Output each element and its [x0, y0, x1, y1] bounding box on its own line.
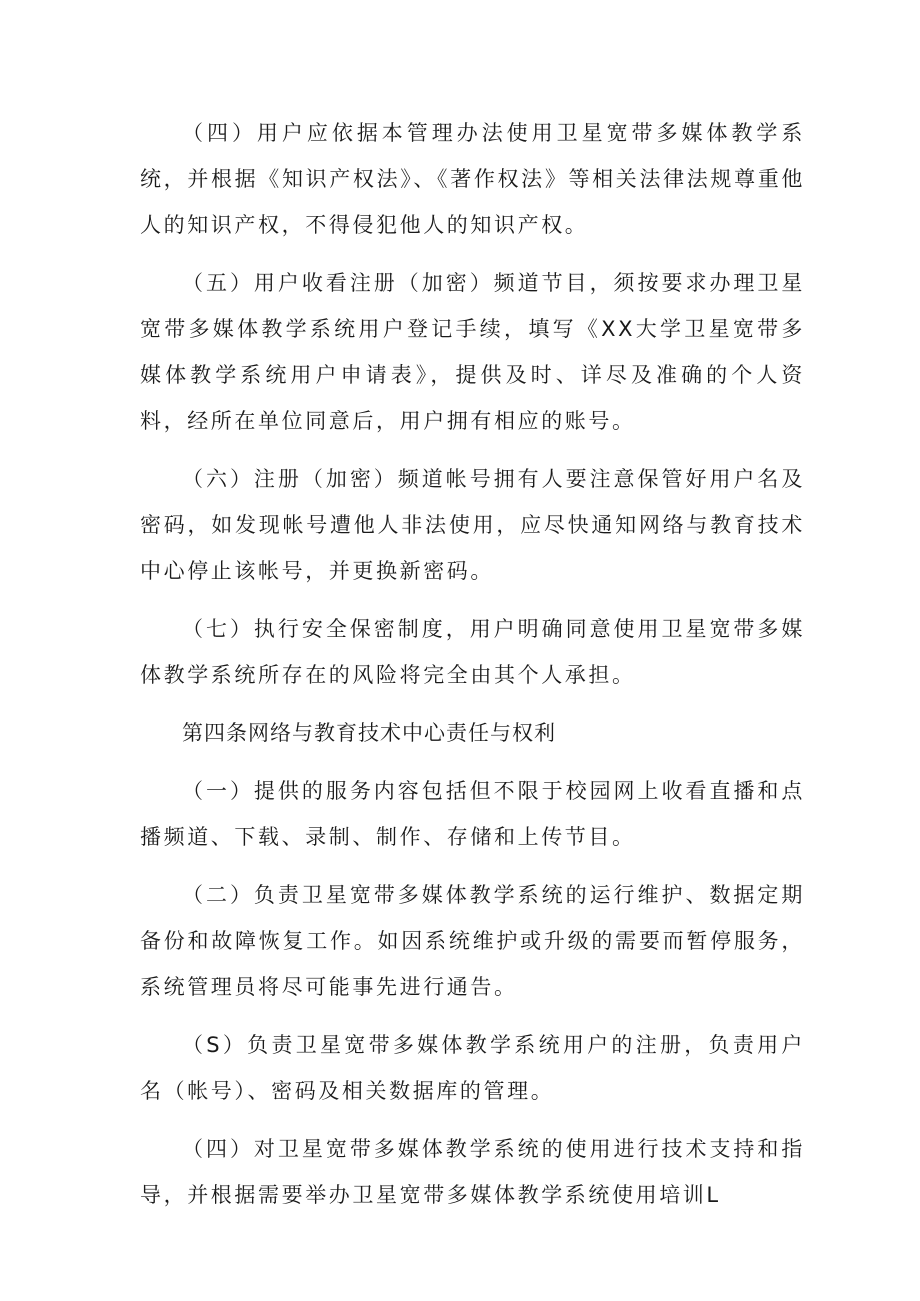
paragraph-clause-4-5: （五）用户收看注册（加密）频道节目，须按要求办理卫星宽带多媒体教学系统用户登记手续，填写《XX大学卫星宽带多媒体教学系统用户申请表》，提供及时、详尽及准确的个人资料，经所在单位同意后，用户拥有相应的账号。	[140, 271, 805, 433]
document-body	[140, 110, 805, 1218]
paragraph-clause-5-2: （二）负责卫星宽带多媒体教学系统的运行维护、数据定期备份和故障恢复工作。如因系统维护或升级的需要而暂停服务，系统管理员将尽可能事先进行通告。	[140, 883, 805, 999]
article-heading: 第四条网络与教育技术中心责任与权利	[182, 721, 556, 745]
paragraph-clause-5-1: （一）提供的服务内容包括但不限于校园网上收看直播和点播频道、下载、录制、制作、存储和上传节目。	[140, 779, 805, 849]
paragraph-clause-5-4: （四）对卫星宽带多媒体教学系统的使用进行技术支持和指导，并根据需要举办卫星宽带多媒体教学系统使用培训L	[140, 1137, 805, 1207]
paragraph-clause-4-6: （六）注册（加密）频道帐号拥有人要注意保管好用户名及密码，如发现帐号遭他人非法使用，应尽快通知网络与教育技术中心停止该帐号，并更换新密码。	[140, 467, 805, 583]
paragraph-clause-4-4: （四）用户应依据本管理办法使用卫星宽带多媒体教学系统，并根据《知识产权法》、《著作权法》等相关法律法规尊重他人的知识产权，不得侵犯他人的知识产权。	[140, 121, 805, 237]
paragraph-clause-4-7: （七）执行安全保密制度，用户明确同意使用卫星宽带多媒体教学系统所存在的风险将完全由其个人承担。	[140, 617, 805, 687]
paragraph-clause-5-3: （S）负责卫星宽带多媒体教学系统用户的注册，负责用户名（帐号）、密码及相关数据库的管理。	[140, 1033, 805, 1103]
